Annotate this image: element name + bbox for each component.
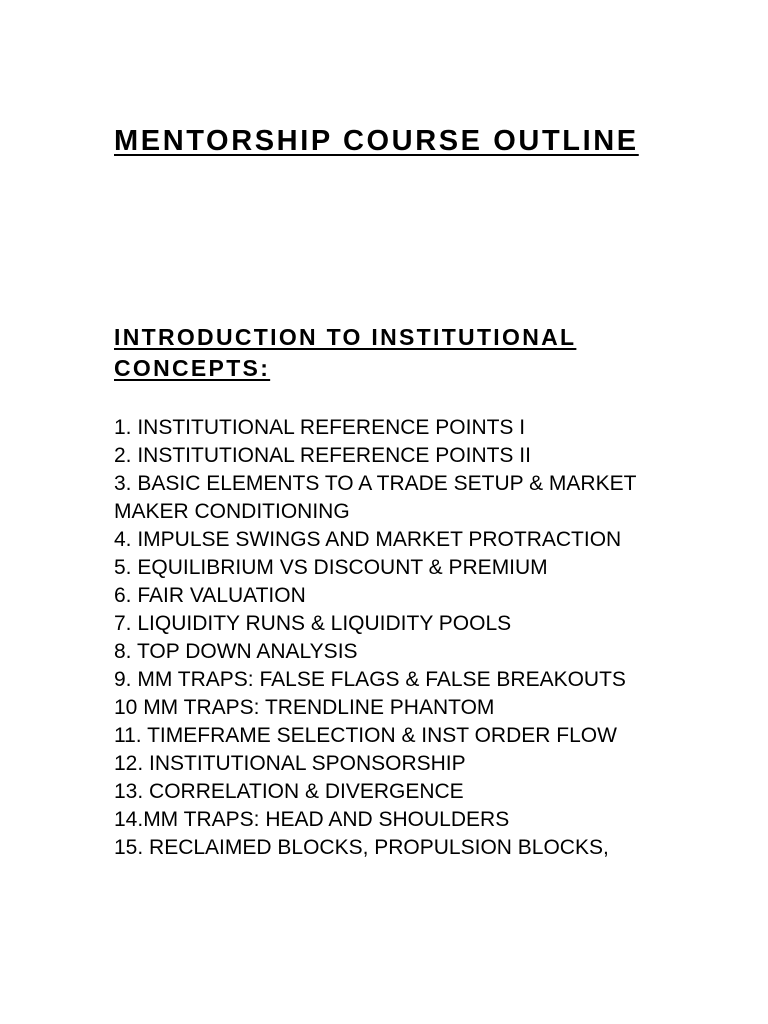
- outline-list: [114, 414, 694, 862]
- outline-item: 2. INSTITUTIONAL REFERENCE POINTS II: [114, 444, 531, 467]
- outline-item: 11. TIMEFRAME SELECTION & INST ORDER FLOW: [114, 724, 617, 747]
- outline-item: 1. INSTITUTIONAL REFERENCE POINTS I: [114, 416, 526, 439]
- section-heading-line-1: INTRODUCTION TO INSTITUTIONAL: [114, 324, 577, 350]
- outline-item: 15. RECLAIMED BLOCKS, PROPULSION BLOCKS,: [114, 836, 609, 859]
- outline-item: 6. FAIR VALUATION: [114, 584, 306, 607]
- outline-item: 3. BASIC ELEMENTS TO A TRADE SETUP & MARKET MAKER CONDITIONING: [114, 472, 637, 523]
- section-heading: [114, 322, 634, 384]
- outline-item: 14.MM TRAPS: HEAD AND SHOULDERS: [114, 808, 510, 831]
- outline-item: 10 MM TRAPS: TRENDLINE PHANTOM: [114, 696, 495, 719]
- outline-item: 9. MM TRAPS: FALSE FLAGS & FALSE BREAKOUTS: [114, 668, 626, 691]
- outline-item: 12. INSTITUTIONAL SPONSORSHIP: [114, 752, 466, 775]
- document-title: MENTORSHIP COURSE OUTLINE: [114, 125, 639, 157]
- outline-item: 7. LIQUIDITY RUNS & LIQUIDITY POOLS: [114, 612, 512, 635]
- section-heading-line-2: CONCEPTS:: [114, 355, 271, 381]
- outline-item: 4. IMPULSE SWINGS AND MARKET PROTRACTION: [114, 528, 622, 551]
- outline-item: 8. TOP DOWN ANALYSIS: [114, 640, 358, 663]
- outline-item: 13. CORRELATION & DIVERGENCE: [114, 780, 464, 803]
- outline-item: 5. EQUILIBRIUM VS DISCOUNT & PREMIUM: [114, 556, 548, 579]
